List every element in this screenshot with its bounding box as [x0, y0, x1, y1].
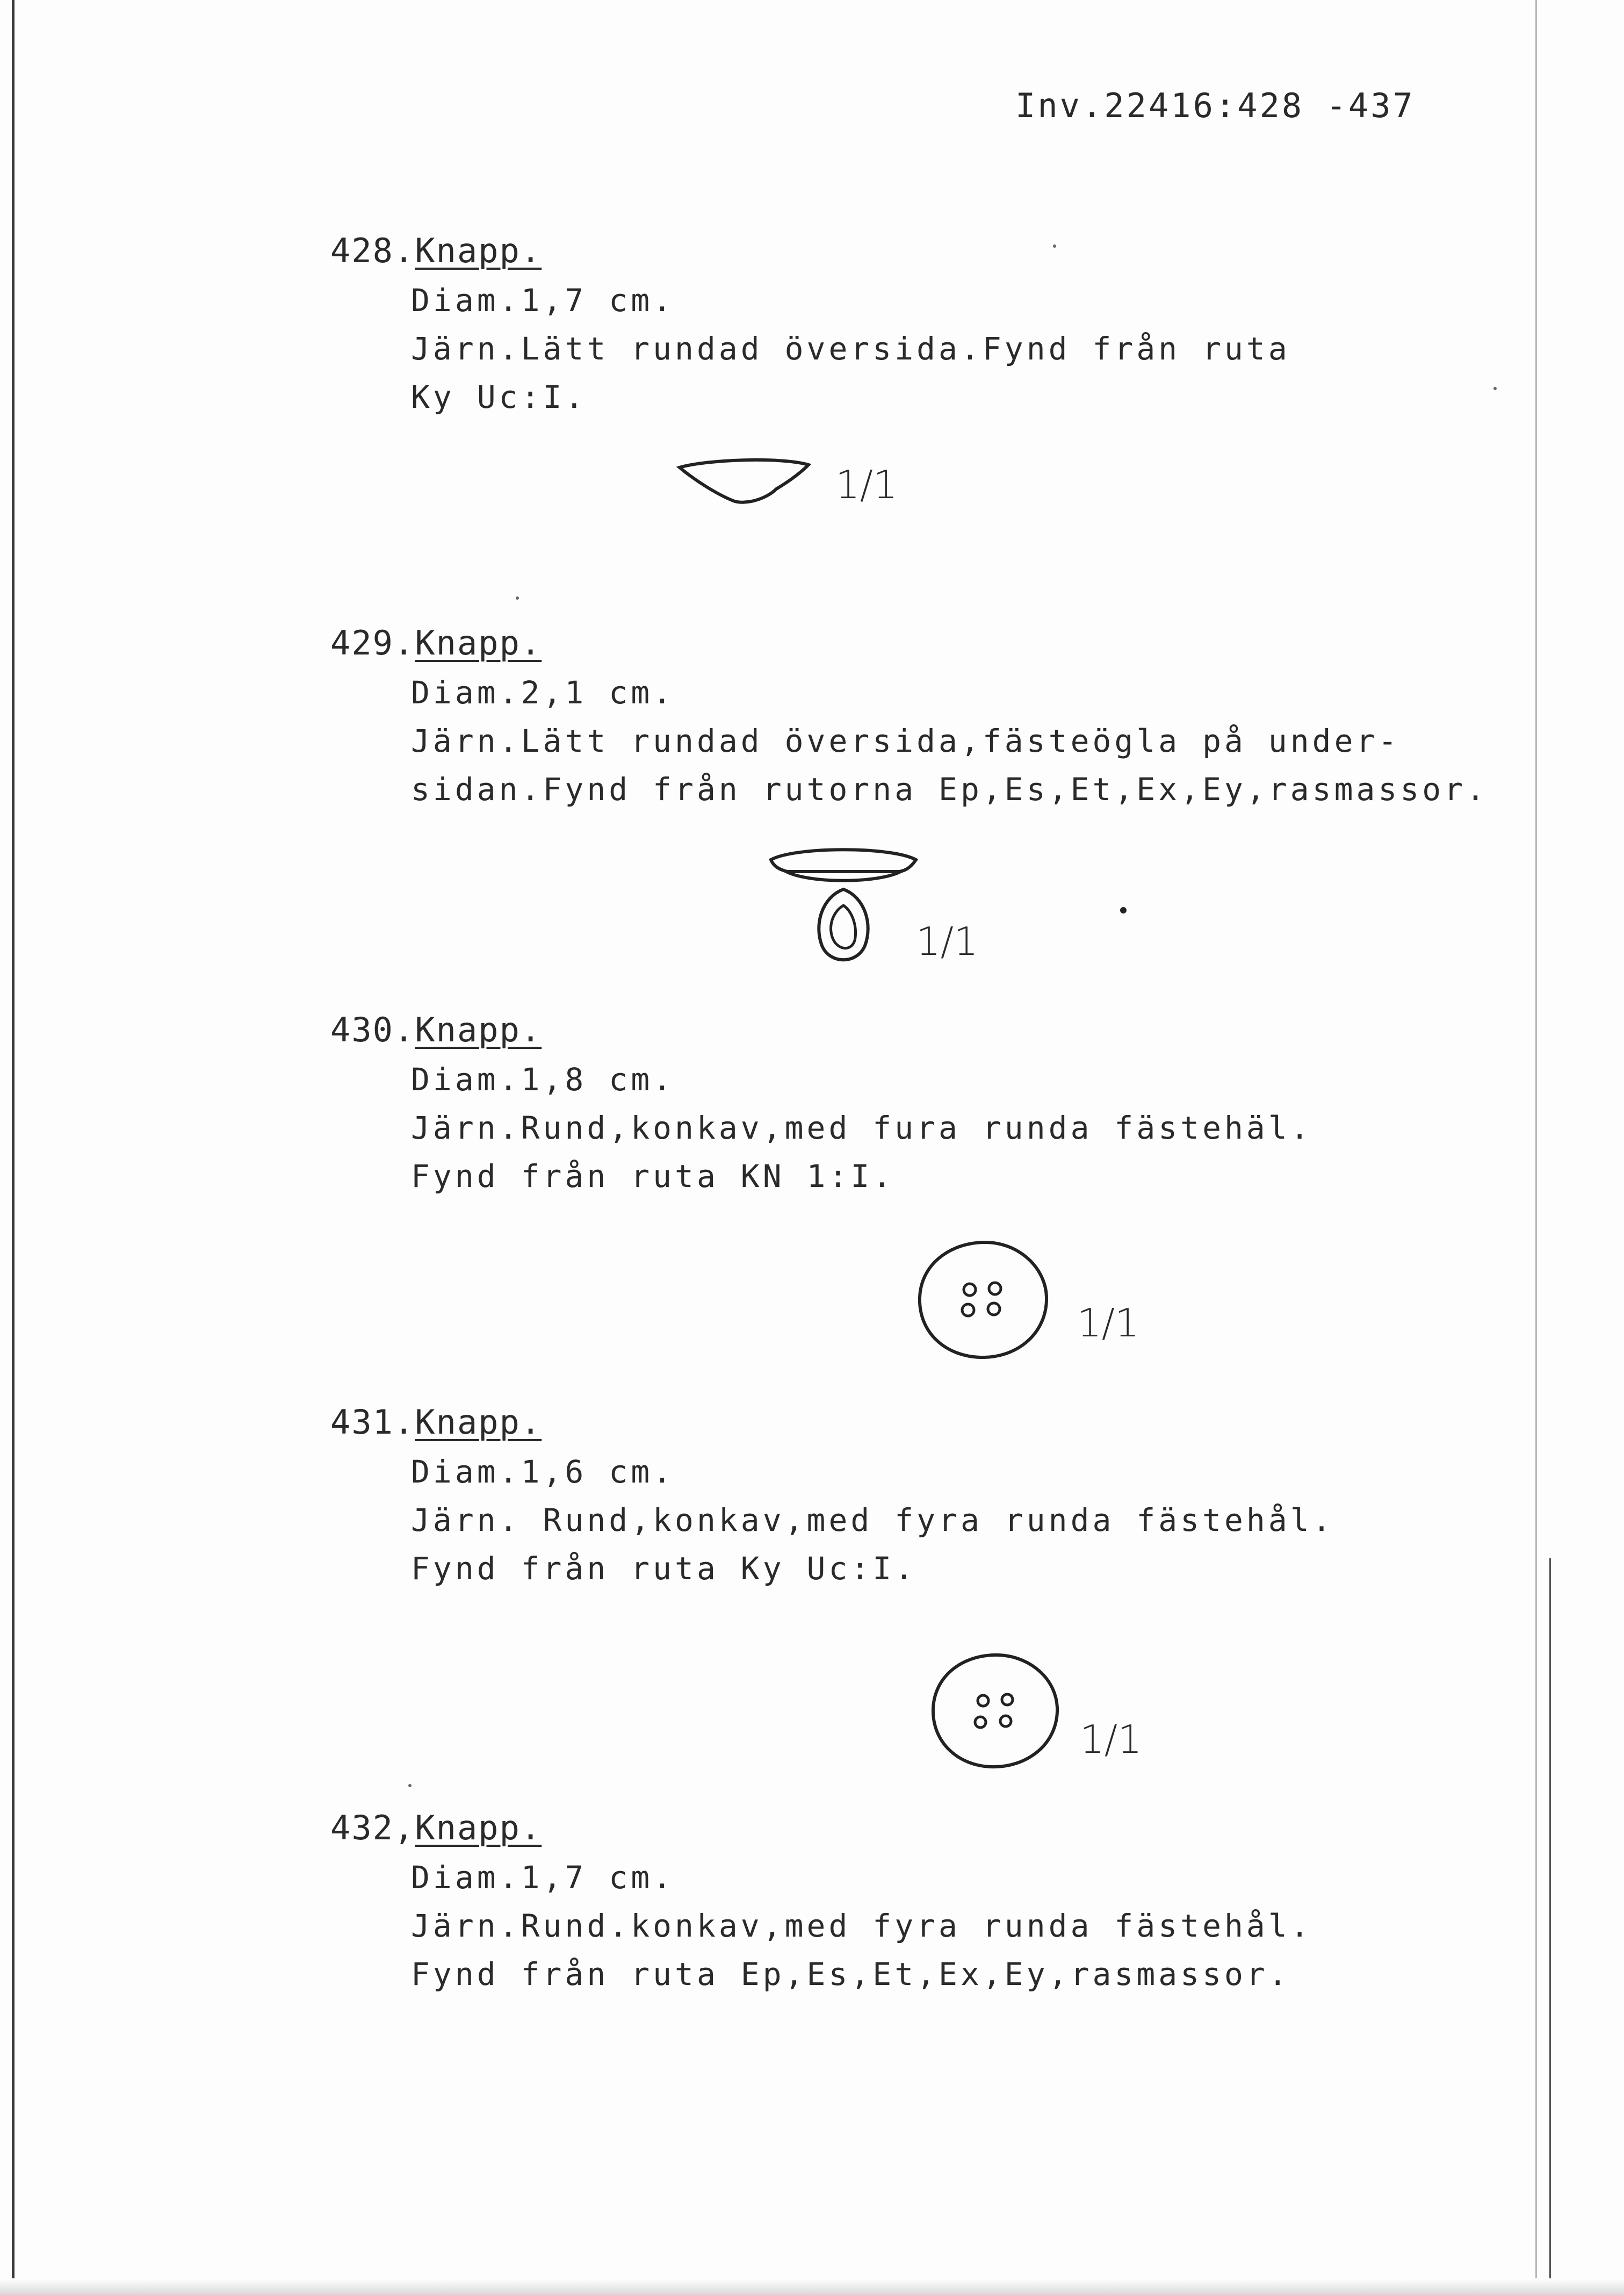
shallow-dome-profile-icon — [674, 451, 819, 516]
entry-number: 430. — [330, 1010, 415, 1049]
entry-number: 429. — [330, 623, 415, 663]
scale-label: 1/1 — [916, 919, 978, 964]
entry-line: Järn.Rund.konkav,med fyra runda fästehål. — [411, 1908, 1312, 1944]
entry-line: Diam.2,1 cm. — [411, 674, 675, 711]
entry-title: Knapp. — [415, 1010, 542, 1049]
entry-line: Fynd från ruta KN 1:I. — [411, 1158, 895, 1195]
ink-speck — [408, 1784, 412, 1787]
entry-heading — [330, 231, 542, 270]
entry-title: Knapp. — [415, 231, 542, 270]
entry-heading — [330, 1808, 542, 1847]
scale-label: 1/1 — [1077, 1300, 1139, 1346]
scale-label: 1/1 — [835, 462, 898, 507]
ink-speck — [1053, 244, 1056, 248]
entry-line: Diam.1,7 cm. — [411, 1859, 675, 1896]
ink-speck — [1120, 907, 1127, 913]
button-with-loop-profile-icon — [763, 838, 924, 973]
entry-number: 431. — [330, 1402, 415, 1442]
page-bottom-shadow — [0, 2278, 1624, 2295]
entry-line: Diam.1,7 cm. — [411, 282, 675, 319]
entry-heading — [330, 1010, 542, 1049]
ink-speck — [516, 596, 519, 600]
entry-number: 432, — [330, 1808, 415, 1847]
entry-line: Järn.Lätt rundad översida,fästeögla på under- — [411, 723, 1401, 759]
four-hole-button-icon — [927, 1650, 1066, 1773]
entry-title: Knapp. — [415, 1808, 542, 1847]
entry-line: Järn.Rund,konkav,med fura runda fästehäl. — [411, 1110, 1312, 1146]
entry-line: Järn. Rund,konkav,med fyra runda fästehål. — [411, 1502, 1334, 1538]
page-right-edge — [1535, 0, 1537, 2295]
entry-number: 428. — [330, 231, 415, 270]
four-hole-button-icon — [913, 1236, 1053, 1365]
page-right-edge-shadow — [1549, 1558, 1551, 2295]
entry-line: Fynd från ruta Ky Uc:I. — [411, 1550, 917, 1587]
entry-line: Diam.1,8 cm. — [411, 1061, 675, 1098]
entry-title: Knapp. — [415, 623, 542, 663]
entry-line: Ky Uc:I. — [411, 379, 587, 415]
entry-line: Diam.1,6 cm. — [411, 1454, 675, 1490]
inventory-number: Inv.22416:428 -437 — [1015, 86, 1415, 125]
entry-line: Järn.Lätt rundad översida.Fynd från ruta — [411, 330, 1290, 367]
entry-heading — [330, 623, 542, 663]
ink-speck — [1493, 387, 1497, 390]
page-left-edge — [12, 0, 15, 2295]
entry-line: sidan.Fynd från rutorna Ep,Es,Et,Ex,Ey,rasmassor. — [411, 771, 1489, 808]
scale-label: 1/1 — [1080, 1717, 1142, 1762]
entry-title: Knapp. — [415, 1402, 542, 1442]
entry-heading — [330, 1402, 542, 1442]
entry-line: Fynd från ruta Ep,Es,Et,Ex,Ey,rasmassor. — [411, 1956, 1290, 1992]
